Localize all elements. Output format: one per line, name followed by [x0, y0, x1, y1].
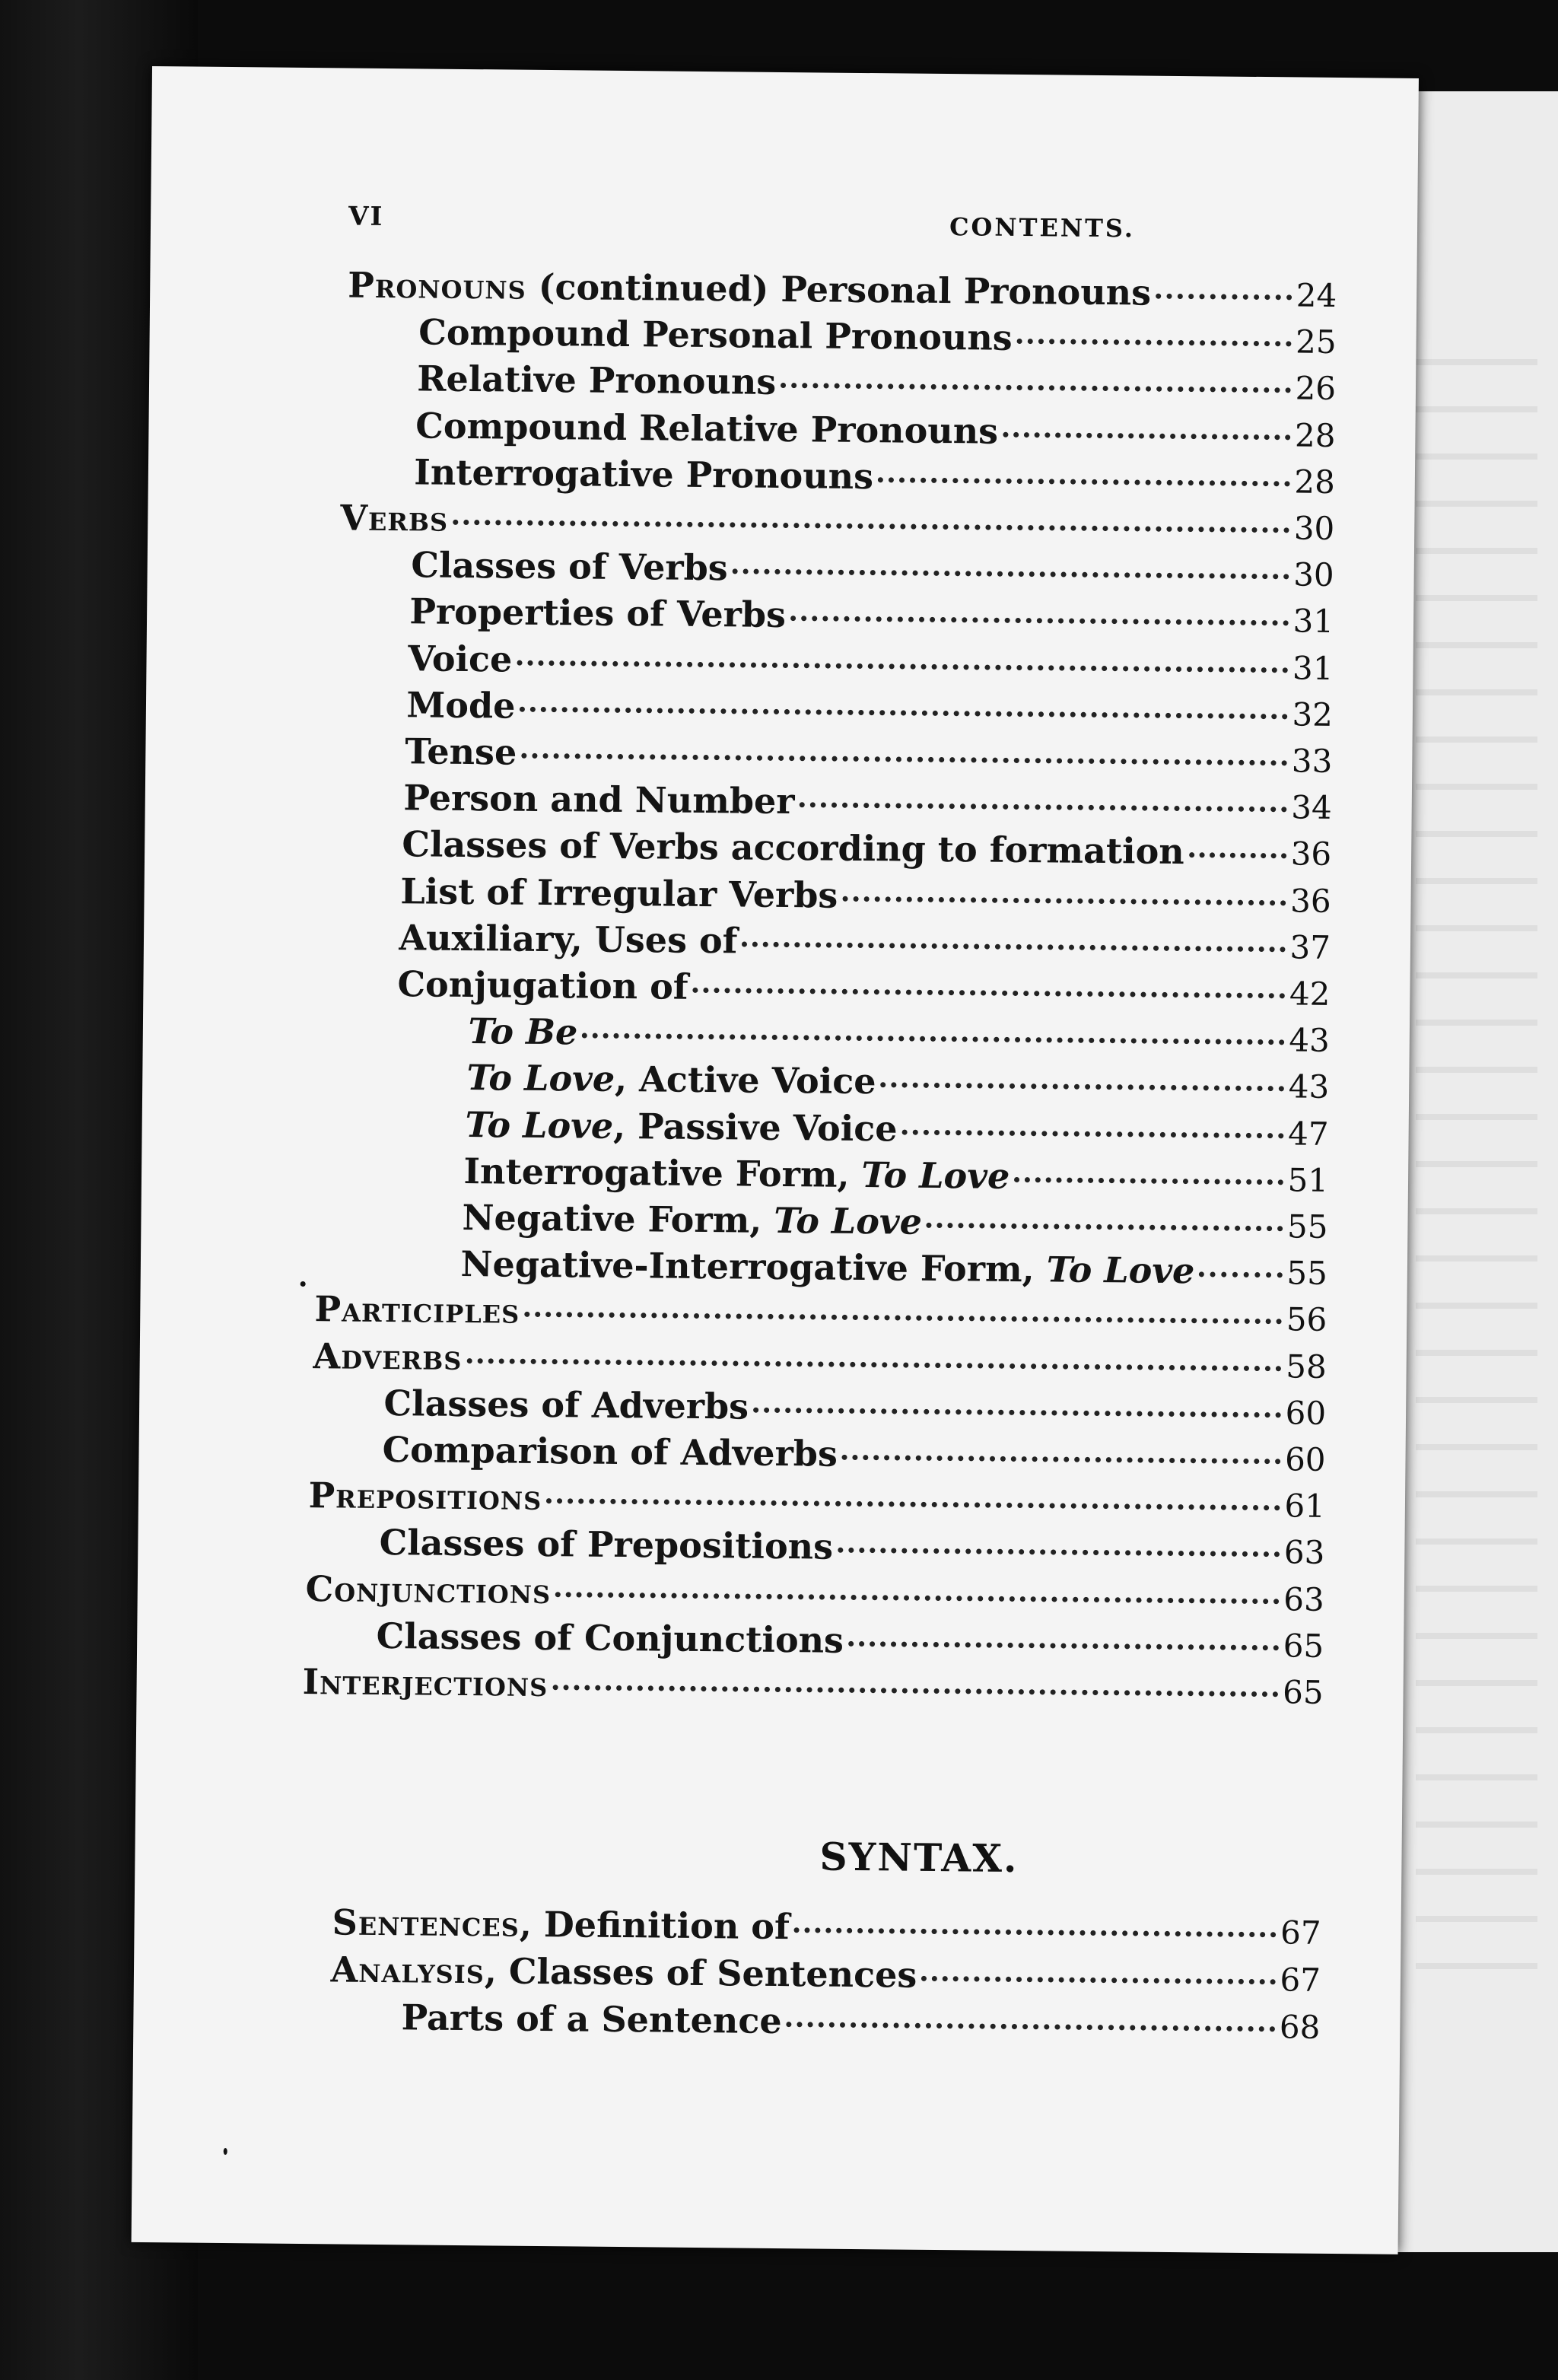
toc-page-number: 55 — [1286, 1208, 1328, 1246]
toc-entry — [460, 1243, 1327, 1297]
toc-entry-title-italic: To Love — [1046, 1249, 1195, 1292]
toc-entry-title-suffix: , Classes of Sentences — [484, 1950, 917, 1996]
toc-page-number: 47 — [1287, 1115, 1329, 1153]
toc-entry-title-main: To Love — [465, 1103, 614, 1147]
toc-entry — [379, 1522, 1324, 1577]
toc-entry-title — [314, 1289, 520, 1332]
dot-leader — [1003, 431, 1290, 440]
dot-leader — [799, 802, 1286, 812]
dot-leader — [1199, 1271, 1282, 1278]
dot-leader — [1014, 1177, 1283, 1185]
toc-entry-title-main: Pronouns — [348, 264, 526, 307]
toc-entry-title-main: Parts of a Sentence — [401, 1997, 782, 2042]
toc-entry-title — [313, 1335, 462, 1378]
dot-leader — [733, 569, 1289, 580]
dot-leader — [555, 1592, 1279, 1604]
toc-entry-title-main: Classes of Conjunctions — [376, 1615, 844, 1661]
toc-page-number: 25 — [1295, 323, 1337, 361]
dot-leader — [781, 383, 1290, 393]
toc-entry-title — [305, 1568, 551, 1612]
toc-entry-title-main: Compound Relative Pronouns — [415, 404, 999, 452]
toc-entry-title — [308, 1475, 542, 1518]
toc-entry-title — [411, 544, 728, 588]
toc-entry-title — [406, 684, 516, 726]
toc-entry — [403, 777, 1332, 832]
toc-entry-title — [409, 591, 786, 636]
dot-leader — [1156, 294, 1292, 301]
toc-page-number: 61 — [1284, 1487, 1326, 1526]
toc-entry-title — [408, 638, 512, 679]
bleed-through-text — [1416, 320, 1537, 1993]
toc-entry-title — [402, 824, 1184, 873]
toc-entry-title-main: Mode — [406, 684, 516, 727]
toc-entry-title — [376, 1615, 844, 1661]
toc-entry-title — [348, 264, 1151, 313]
toc-entry-title — [405, 730, 517, 772]
toc-entry — [305, 1568, 1324, 1624]
toc-entry-title-main: Tense — [405, 730, 517, 773]
toc-entry — [401, 1997, 1320, 2051]
toc-entry-title — [340, 497, 448, 539]
toc-entry — [402, 824, 1331, 879]
toc-entry — [414, 451, 1335, 506]
toc-entry — [411, 544, 1334, 599]
toc-entry-title-main: Comparison of Adverbs — [382, 1428, 838, 1475]
toc-entry-title-main: Properties of Verbs — [409, 590, 787, 636]
toc-entry-title — [462, 1197, 922, 1242]
toc-page-number: 68 — [1279, 2008, 1321, 2046]
page-header — [151, 66, 1419, 243]
toc-entry — [332, 1901, 1321, 1956]
toc-entry-title-main: Classes of Verbs according to formation — [402, 823, 1185, 873]
toc-entry — [397, 963, 1331, 1018]
toc-entry-title — [403, 777, 795, 822]
toc-entry-title — [414, 451, 873, 497]
toc-entry-title-main: Negative-Interrogative Form, — [460, 1243, 1047, 1290]
toc-entry — [348, 264, 1337, 319]
toc-entry-title-main: Sentences — [332, 1901, 520, 1945]
toc-entry — [465, 1104, 1329, 1158]
toc-page-number: 30 — [1293, 555, 1334, 594]
toc-page-number: 65 — [1282, 1673, 1324, 1711]
toc-entry-title-main: Compound Personal Pronouns — [418, 311, 1013, 359]
toc-entry — [313, 1335, 1327, 1391]
dot-leader — [794, 1927, 1276, 1937]
toc-page-number: 65 — [1283, 1627, 1324, 1665]
toc-entry-title — [383, 1382, 749, 1427]
toc-entry-title-main: Participles — [314, 1288, 520, 1332]
toc-entry-title-main: Conjunctions — [305, 1567, 552, 1612]
toc-page-number: 51 — [1287, 1161, 1329, 1199]
toc-page-number: 37 — [1289, 928, 1331, 966]
toc-entry-title-main: Verbs — [340, 497, 449, 539]
toc-entry-title — [418, 312, 1013, 358]
dot-leader — [453, 520, 1289, 533]
dot-leader — [848, 1641, 1279, 1650]
toc-page-number: 36 — [1289, 882, 1331, 920]
toc-entry — [330, 1949, 1321, 2003]
toc-entry — [415, 405, 1336, 460]
dot-leader — [838, 1548, 1280, 1558]
running-title: CONTENTS. — [949, 212, 1136, 243]
toc-entry-title-main: Conjugation of — [397, 963, 688, 1007]
toc-page-number: 33 — [1291, 742, 1333, 780]
dot-leader — [921, 1976, 1275, 1984]
toc-entry — [409, 591, 1334, 646]
toc-entry-title — [332, 1901, 790, 1947]
toc-page-number: 36 — [1290, 835, 1332, 873]
toc-entry-title-main: Prepositions — [308, 1475, 542, 1519]
toc-entry — [399, 917, 1331, 972]
page-folio: VI — [348, 201, 384, 232]
toc-page-number: 26 — [1295, 369, 1337, 408]
section-heading-syntax: SYNTAX. — [819, 1834, 1019, 1882]
toc-entry-title-main: To Love — [466, 1057, 615, 1100]
toc-entry-title-italic: To Love — [774, 1199, 923, 1242]
toc-page-number: 31 — [1292, 649, 1334, 687]
toc-entry-title-main: Interrogative Form, — [463, 1150, 862, 1195]
toc-page-number: 60 — [1285, 1394, 1327, 1432]
toc-entry-title-main: Interjections — [302, 1661, 548, 1705]
toc-entry — [405, 730, 1333, 785]
dot-leader — [520, 706, 1287, 719]
toc-entry-title-main: List of Irregular Verbs — [400, 870, 838, 916]
toc-entry — [302, 1661, 1324, 1717]
ink-speck — [224, 2148, 227, 2155]
toc-entry-title-main: Negative Form, — [462, 1196, 774, 1241]
toc-entry-title-main: To Be — [468, 1010, 578, 1053]
toc-entry — [466, 1057, 1329, 1111]
toc-entry — [418, 312, 1337, 367]
dot-leader — [521, 753, 1287, 766]
dot-leader — [927, 1223, 1283, 1231]
toc-entry-title-italic: To Love — [861, 1153, 1010, 1197]
toc-page-number: 43 — [1289, 1021, 1331, 1060]
toc-entry-title-main: Voice — [408, 637, 513, 680]
toc-entry-title — [399, 917, 738, 961]
dot-leader — [552, 1685, 1278, 1697]
toc-entry — [314, 1289, 1327, 1344]
dot-leader — [524, 1312, 1282, 1325]
toc-entry — [383, 1382, 1326, 1437]
toc-entry — [308, 1475, 1325, 1530]
toc-entry-title — [397, 963, 688, 1007]
toc-entry-title — [330, 1949, 917, 1995]
toc-page-number: 60 — [1284, 1440, 1326, 1478]
toc-entry-title-suffix: , Passive Voice — [612, 1105, 898, 1150]
toc-entry — [376, 1615, 1324, 1670]
toc-entry — [400, 870, 1331, 925]
dot-leader — [582, 1033, 1284, 1045]
toc-page-number: 67 — [1280, 1914, 1321, 1952]
toc-entry-title-main: Classes of Prepositions — [379, 1522, 834, 1568]
toc-entry-title-main: Auxiliary, Uses of — [399, 916, 738, 962]
toc-entry — [382, 1429, 1326, 1484]
toc-page-number: 56 — [1286, 1300, 1327, 1339]
toc-entry-title-suffix: (continued) Personal Pronouns — [526, 266, 1152, 313]
toc-page-number: 58 — [1286, 1347, 1327, 1386]
toc-page-number: 43 — [1288, 1068, 1330, 1106]
dot-leader — [517, 660, 1288, 673]
toc-entry-title-suffix: , Definition of — [519, 1903, 790, 1948]
toc-entry — [340, 497, 1335, 552]
toc-page-number: 63 — [1283, 1580, 1324, 1618]
dot-leader — [790, 616, 1289, 625]
toc-page-number: 28 — [1294, 416, 1336, 454]
toc-entry-title-main: Interrogative Pronouns — [414, 451, 874, 497]
toc-entry-title-main: Relative Pronouns — [417, 358, 777, 403]
dot-leader — [546, 1498, 1280, 1510]
dot-leader — [842, 1455, 1280, 1465]
toc-entry — [463, 1150, 1328, 1204]
toc-entry-title — [401, 1997, 782, 2041]
dot-leader — [693, 988, 1285, 998]
toc-entry-title-main: Classes of Verbs — [411, 544, 728, 589]
dot-leader — [901, 1129, 1283, 1138]
toc-entry-title — [465, 1104, 898, 1149]
toc-page-number: 67 — [1280, 1961, 1321, 1999]
toc-entry-title-main: Classes of Adverbs — [383, 1382, 749, 1427]
book-page — [132, 66, 1419, 2254]
dot-leader — [1189, 853, 1286, 859]
toc-entry-title-suffix: , Active Voice — [614, 1058, 876, 1102]
toc-entry-title — [460, 1243, 1194, 1291]
dot-leader — [753, 1407, 1281, 1418]
toc-page-number: 28 — [1294, 463, 1336, 501]
toc-entry-title — [417, 358, 776, 403]
toc-entry-title — [400, 870, 838, 916]
toc-entry-title-main: Adverbs — [313, 1335, 463, 1378]
toc-entry — [468, 1010, 1330, 1064]
toc-entry-title — [463, 1150, 1010, 1197]
toc-entry — [408, 638, 1334, 692]
toc-page-number: 32 — [1292, 695, 1334, 733]
toc-page-number: 31 — [1293, 602, 1334, 641]
toc-entry-title — [382, 1429, 838, 1475]
toc-page-number: 55 — [1286, 1254, 1328, 1293]
toc-entry-title — [468, 1010, 577, 1052]
dot-leader — [787, 2022, 1275, 2032]
toc-entry — [462, 1197, 1328, 1251]
toc-entry-title — [379, 1522, 833, 1567]
toc-page-number: 42 — [1289, 975, 1331, 1013]
toc-page-number: 24 — [1296, 276, 1337, 314]
dot-leader — [880, 1083, 1283, 1092]
toc-page-number: 30 — [1293, 509, 1335, 547]
toc-entry-title-main: Person and Number — [403, 777, 795, 822]
toc-entry-title — [302, 1661, 548, 1704]
toc-entry — [406, 684, 1333, 739]
toc-entry — [417, 358, 1336, 413]
dot-leader — [742, 941, 1285, 952]
dot-leader — [878, 477, 1289, 486]
dot-leader — [1017, 339, 1292, 346]
toc-entry-title — [415, 405, 998, 451]
dot-leader — [842, 896, 1286, 905]
toc-page-number: 63 — [1283, 1533, 1325, 1572]
toc-entry-title-main: Analysis — [330, 1949, 485, 1992]
toc-entry-title — [466, 1057, 876, 1102]
ink-speck — [300, 1281, 306, 1287]
dot-leader — [466, 1358, 1281, 1371]
toc-page-number: 34 — [1291, 788, 1332, 827]
